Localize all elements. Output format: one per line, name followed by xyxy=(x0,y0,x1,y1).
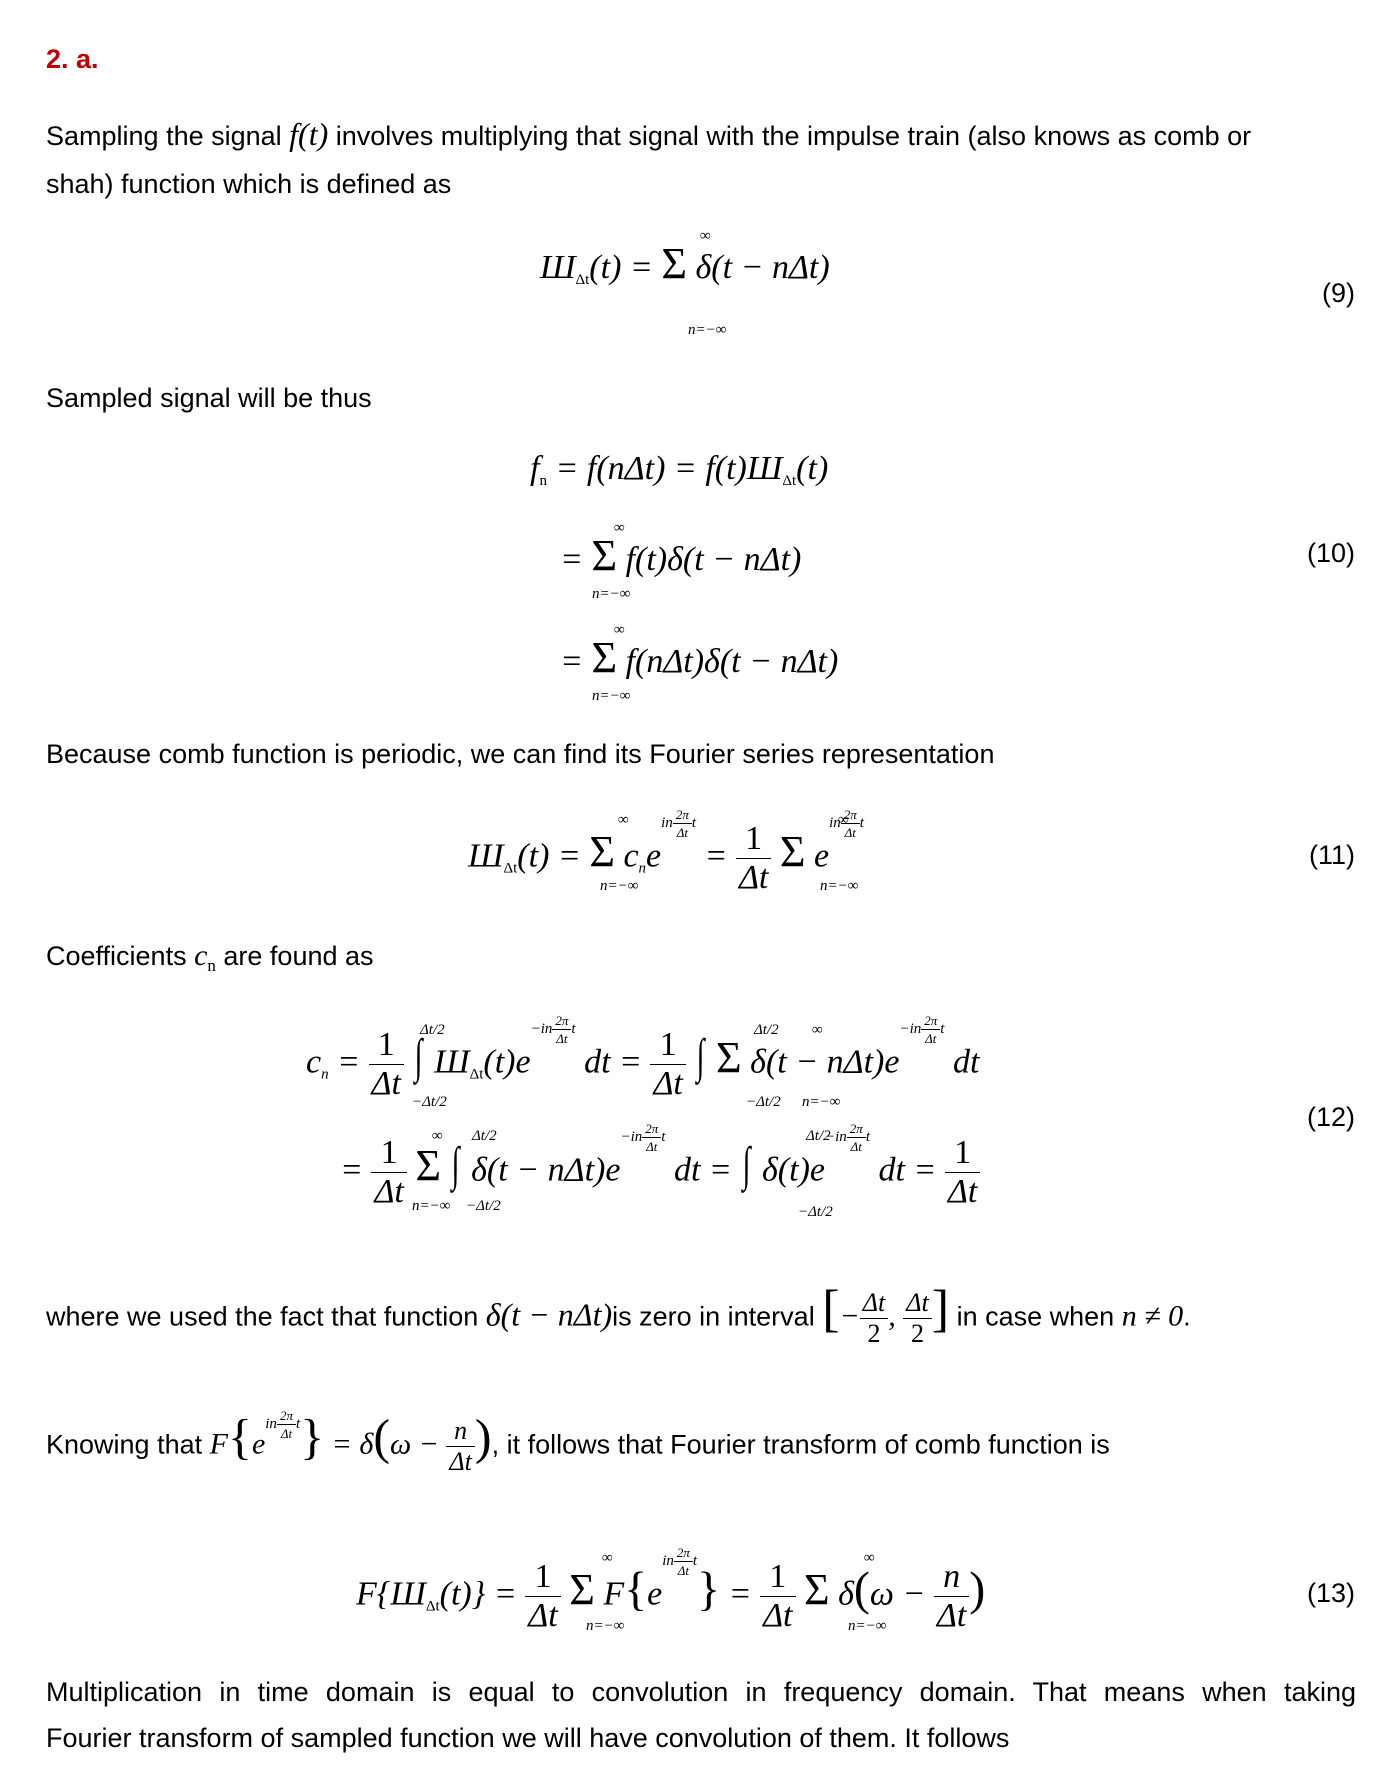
interval-text-before: where we used the fact that function xyxy=(46,1301,486,1332)
eq12-int3-upper: Δt/2 xyxy=(472,1128,497,1144)
signal-symbol: f(t) xyxy=(289,116,329,152)
eq10-line2-upper: ∞ xyxy=(614,520,625,536)
eq12-sum2-lower: n=−∞ xyxy=(412,1198,451,1214)
paragraph-knowing xyxy=(46,1408,1110,1476)
eq13-sum2-lower: n=−∞ xyxy=(848,1618,887,1634)
paragraph-coefficients xyxy=(46,939,374,980)
interval-text-after: in case when xyxy=(949,1301,1122,1332)
eq9-upper-limit: ∞ xyxy=(700,228,711,244)
eq10-line2-lower: n=−∞ xyxy=(592,586,631,602)
equation-number-12: (12) xyxy=(1306,1102,1355,1132)
eq9-lower-limit: n=−∞ xyxy=(688,322,727,338)
paragraph-sampled: Sampled signal will be thus xyxy=(46,383,372,413)
equation-number-11: (11) xyxy=(1308,840,1355,870)
coeff-text-after: are found as xyxy=(215,941,374,971)
equation-12-line1: $c_n$ = $\frac{1}{\Delta t}$ ∫ $Ш_{\Delta t}(t)e-in$ $\frac{2\pi}{\Delta t}$ t dt = $\frac{1}{\Delta t}$ ∫ Σ δ(t − nΔt)e−in $\frac{2\pi}{\Delta t}$ t dt xyxy=(306,1013,980,1102)
eq12-int4-lower: −Δt/2 xyxy=(798,1204,833,1220)
eq11-sum2-lower: n=−∞ xyxy=(820,878,859,894)
interval-condition: n ≠ 0 xyxy=(1121,1299,1184,1333)
equation-12-line2: = $\frac{1}{\Delta t}$ Σ ∫ δ(t − nΔt)e−in $\frac{2\pi}{\Delta t}$ t dt = ∫ δ(t)e−in $\frac{2\pi}{\Delta t}$ t dt = $\frac{1}{\Delta t}$ xyxy=(340,1136,980,1209)
eq12-int2-upper: Δt/2 xyxy=(754,1022,779,1038)
paragraph-convolution-line1: Multiplication in time domain is equal to convolution in frequency domain. That means when taking xyxy=(46,1677,1356,1707)
section-heading: 2. a. xyxy=(46,44,99,74)
eq12-sum2-upper: ∞ xyxy=(432,1128,443,1144)
interval-expression: [− $\frac{\Delta t}{2}$ , $\frac{\Delta t}{2}$ ] xyxy=(822,1280,950,1348)
paragraph-intro-line2: shah) function which is defined as xyxy=(46,169,452,199)
paragraph-interval xyxy=(46,1280,1191,1348)
eq13-sum2-upper: ∞ xyxy=(864,1550,875,1566)
coeff-text-before: Coefficients xyxy=(46,941,195,971)
equation-number-9: (9) xyxy=(1322,278,1355,308)
eq11-sum1-lower: n=−∞ xyxy=(600,878,639,894)
equation-number-10: (10) xyxy=(1306,538,1355,568)
eq12-sum1-upper: ∞ xyxy=(812,1022,823,1038)
equation-10-line2: = Σ f(t)δ(t − nΔt) xyxy=(560,531,802,580)
eq12-sum1-lower: n=−∞ xyxy=(802,1094,841,1110)
eq11-sum1-upper: ∞ xyxy=(618,812,629,828)
eq12-int2-lower: −Δt/2 xyxy=(746,1094,781,1110)
knowing-text-before: Knowing that xyxy=(46,1429,210,1460)
interval-text-end: . xyxy=(1183,1301,1191,1332)
paragraph-fourier-series: Because comb function is periodic, we can find its Fourier series representation xyxy=(46,739,995,769)
equation-13: $F\{Ш_{\Delta t}(t)\}$ = $\frac{1}{\Delta t}$ Σ F{ein $\frac{2\pi}{\Delta t}$ t} = $\frac{1}{\Delta t}$ Σ δ(ω − $\frac{n}{\Delta t}$ ) xyxy=(356,1545,986,1634)
eq12-int1-lower: −Δt/2 xyxy=(412,1094,447,1110)
known-transform-expression: F{ein $\frac{2\pi}{\Delta t}$ t} = δ(ω − $\frac{n}{\Delta t}$ ) xyxy=(209,1408,492,1476)
equation-9: $Ш_{\Delta t}(t) = \Sigma$ δ(t − nΔt) xyxy=(540,239,830,288)
eq12-int4-upper: Δt/2 xyxy=(806,1128,831,1144)
equation-number-13: (13) xyxy=(1306,1578,1355,1608)
eq12-int1-upper: Δt/2 xyxy=(420,1022,445,1038)
coeff-symbol-sub: n xyxy=(207,956,216,975)
delta-shift-expression: δ(t − nΔt) xyxy=(485,1296,613,1333)
paragraph-convolution-line2: Fourier transform of sampled function we will have convolution of them. It follows xyxy=(46,1723,1010,1753)
intro-text-after: involves multiplying that signal with the impulse train (also knows as comb or xyxy=(328,121,1252,151)
eq13-sum1-upper: ∞ xyxy=(602,1550,613,1566)
interval-text-mid: is zero in interval xyxy=(612,1301,823,1332)
knowing-text-after: , it follows that Fourier transform of comb function is xyxy=(491,1429,1110,1460)
eq10-line3-lower: n=−∞ xyxy=(592,688,631,704)
paragraph-intro-line1 xyxy=(46,116,1252,152)
eq12-int3-lower: −Δt/2 xyxy=(466,1198,501,1214)
equation-10-line3: = Σ f(nΔt)δ(t − nΔt) xyxy=(560,633,839,682)
eq13-sum1-lower: n=−∞ xyxy=(586,1618,625,1634)
equation-10-line1: $f_n = f(n\Delta t) = f(t)Ш_{\Delta t}(t)$ xyxy=(530,450,829,489)
eq10-line3-upper: ∞ xyxy=(614,622,625,638)
eq11-sum2-upper: ∞ xyxy=(838,812,849,828)
intro-text-before: Sampling the signal xyxy=(46,121,290,151)
equation-11: $Ш_{\Delta t}(t) = \Sigma$ $c_nein$ $\frac{2\pi}{\Delta t}$ t = $\frac{1}{\Delta t}$ Σ ein $\frac{2\pi}{\Delta t}$ t xyxy=(468,807,864,896)
coeff-symbol: c xyxy=(194,939,208,972)
